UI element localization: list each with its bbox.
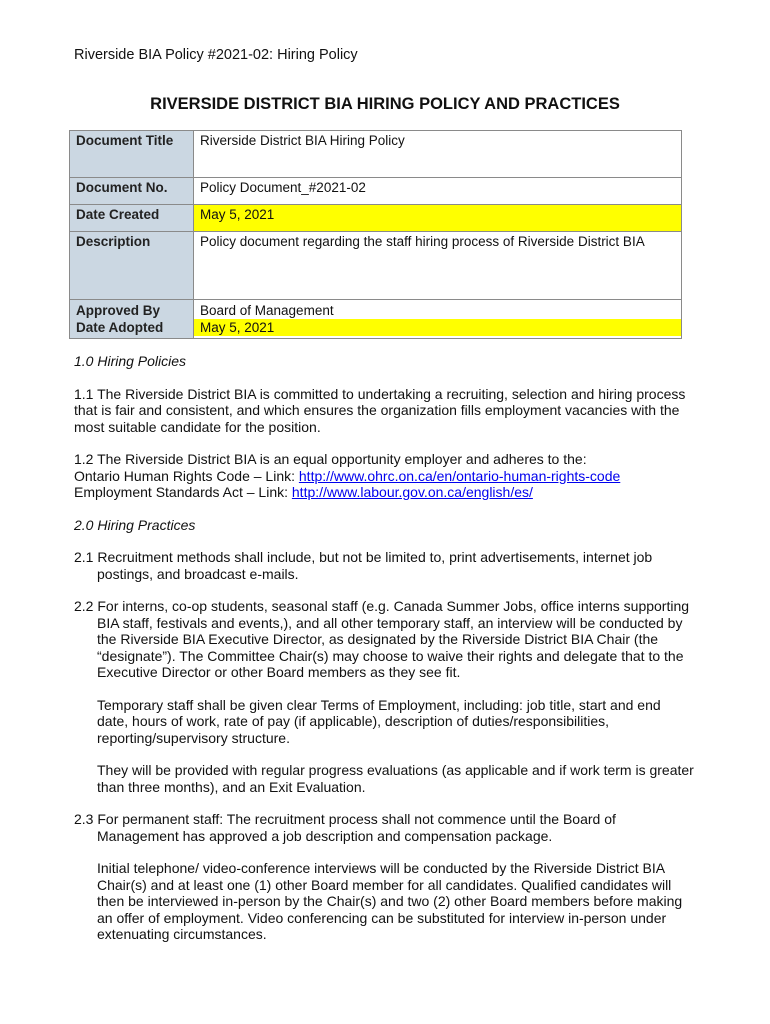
date-created-value: May 5, 2021	[194, 205, 682, 232]
approved-by-label: Approved By	[76, 303, 161, 318]
paragraph-2-2-terms: Temporary staff shall be given clear Terms of Employment, including: job title, start and end date, hours of work, rate of pay (if applicable), description of duties/responsibilities, reporting/supervisory structure.	[97, 696, 661, 746]
table-row	[70, 178, 682, 205]
document-info-table	[69, 130, 682, 339]
description-label: Description	[70, 232, 194, 300]
section-1-heading: 1.0 Hiring Policies	[74, 353, 187, 369]
paragraph-1-2	[74, 451, 694, 501]
date-created-label: Date Created	[70, 205, 194, 232]
paragraph-2-1: 2.1 Recruitment methods shall include, but not be limited to, print advertisements, internet job postings, and broadcast e-mails.	[74, 549, 653, 582]
approval-values	[194, 300, 682, 339]
description-value: Policy document regarding the staff hiring process of Riverside District BIA	[194, 232, 682, 300]
paragraph-2-2: 2.2 For interns, co-op students, seasonal staff (e.g. Canada Summer Jobs, office interns supporting BIA staff, festivals and events,), and all other temporary staff, an interview will be conducted by the Riverside BIA Executive Director, as designated by the Riverside District BIA Chair (the “designate”). The Committee Chair(s) may choose to waive their rights and delegate that to the Executive Director or other Board members as they see fit.	[74, 598, 690, 680]
paragraph-1-2-intro: 1.2 The Riverside District BIA is an equal opportunity employer and adheres to the:	[74, 451, 587, 467]
ohrc-link[interactable]: http://www.ohrc.on.ca/en/ontario-human-rights-code	[298, 467, 621, 484]
table-row	[70, 131, 682, 178]
approved-by-value: Board of Management	[200, 303, 334, 318]
paragraph-1-1: 1.1 The Riverside District BIA is committed to undertaking a recruiting, selection and hiring process that is fair and consistent, and which ensures the organization fills employment vacancies with the most suitable candidate for the position.	[74, 385, 686, 435]
doc-no-value: Policy Document_#2021-02	[194, 178, 682, 205]
doc-title-label: Document Title	[70, 131, 194, 178]
table-row	[70, 205, 682, 232]
doc-no-label: Document No.	[70, 178, 194, 205]
esa-label: Employment Standards Act – Link:	[74, 484, 292, 500]
ohrc-label: Ontario Human Rights Code – Link:	[74, 467, 299, 484]
esa-link[interactable]: http://www.labour.gov.on.ca/english/es/	[291, 484, 533, 500]
section-2-heading: 2.0 Hiring Practices	[74, 516, 196, 533]
running-header: Riverside BIA Policy #2021-02: Hiring Policy	[74, 47, 358, 63]
policy-body	[74, 353, 694, 959]
paragraph-2-3-interviews: Initial telephone/ video-conference interviews will be conducted by the Riverside District BIA Chair(s) and at least one (1) other Board member for all candidates. Qualified candidates will then be interviewed in-person by the Chair(s) and two (2) other Board members before making an offer of employment. Video conferencing can be substituted for interview in-person under extenuating circumstances.	[97, 860, 683, 942]
date-adopted-label: Date Adopted	[76, 320, 164, 335]
table-row	[70, 232, 682, 300]
doc-title-value: Riverside District BIA Hiring Policy	[194, 131, 682, 178]
paragraph-2-3: 2.3 For permanent staff: The recruitment process shall not commence until the Board of Management has approved a job description and compensation package.	[74, 811, 616, 844]
table-row	[70, 300, 682, 339]
paragraph-2-2-evaluation: They will be provided with regular progress evaluations (as applicable and if work term is greater than three months), and an Exit Evaluation.	[97, 762, 694, 795]
date-adopted-value: May 5, 2021	[194, 319, 681, 336]
approval-labels	[70, 300, 194, 339]
document-title: RIVERSIDE DISTRICT BIA HIRING POLICY AND PRACTICES	[150, 95, 620, 113]
